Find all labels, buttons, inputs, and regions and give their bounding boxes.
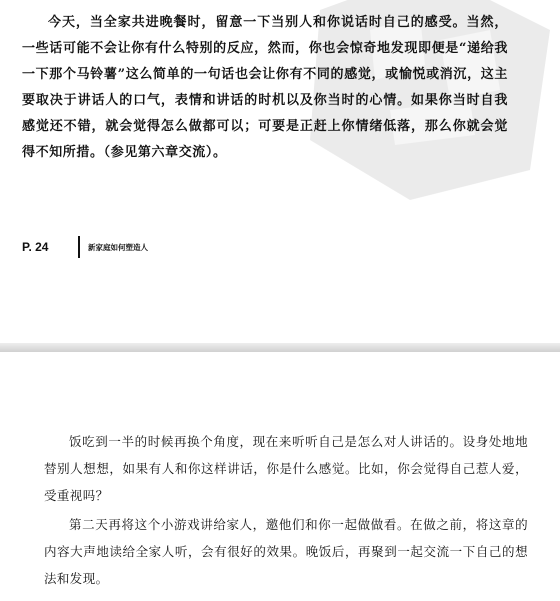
footer-divider [78, 236, 80, 258]
page-separator [0, 343, 560, 352]
running-book-title: 新家庭如何塑造人 [88, 243, 148, 252]
body-paragraph: 今天，当全家共进晚餐时，留意一下当别人和你说话时自己的感受。当然，一些话可能不会让你有什么特别的反应，然而，你也会惊奇地发现即便是“递给我一下那个马铃薯”这么简单的一句话也会让你有不同的感觉，或愉悦或消沉，这主要取决于讲话人的口气，表情和讲话的时机以及你当时的心情。如果你当时自我感觉还不错，就会觉得怎么做都可以；可要是正赶上你情绪低落，那么你就会觉得不知所措。（参见第六章交流）。 [22, 15, 508, 160]
body-paragraph: 饭吃到一半的时候再换个角度，现在来听听自己是怎么对人讲话的。设身处地地替别人想想，如果有人和你这样讲话，你是什么感觉。比如，你会觉得自己惹人爱，受重视吗？ [44, 434, 528, 503]
page-footer [22, 236, 322, 260]
body-paragraph: 第二天再将这个小游戏讲给家人，邀他们和你一起做做看。在做之前，将这章的内容大声地读给全家人听，会有很好的效果。晚饭后，再聚到一起交流一下自己的想法和发现。 [44, 517, 528, 586]
page-number: P. 24 [22, 240, 49, 254]
